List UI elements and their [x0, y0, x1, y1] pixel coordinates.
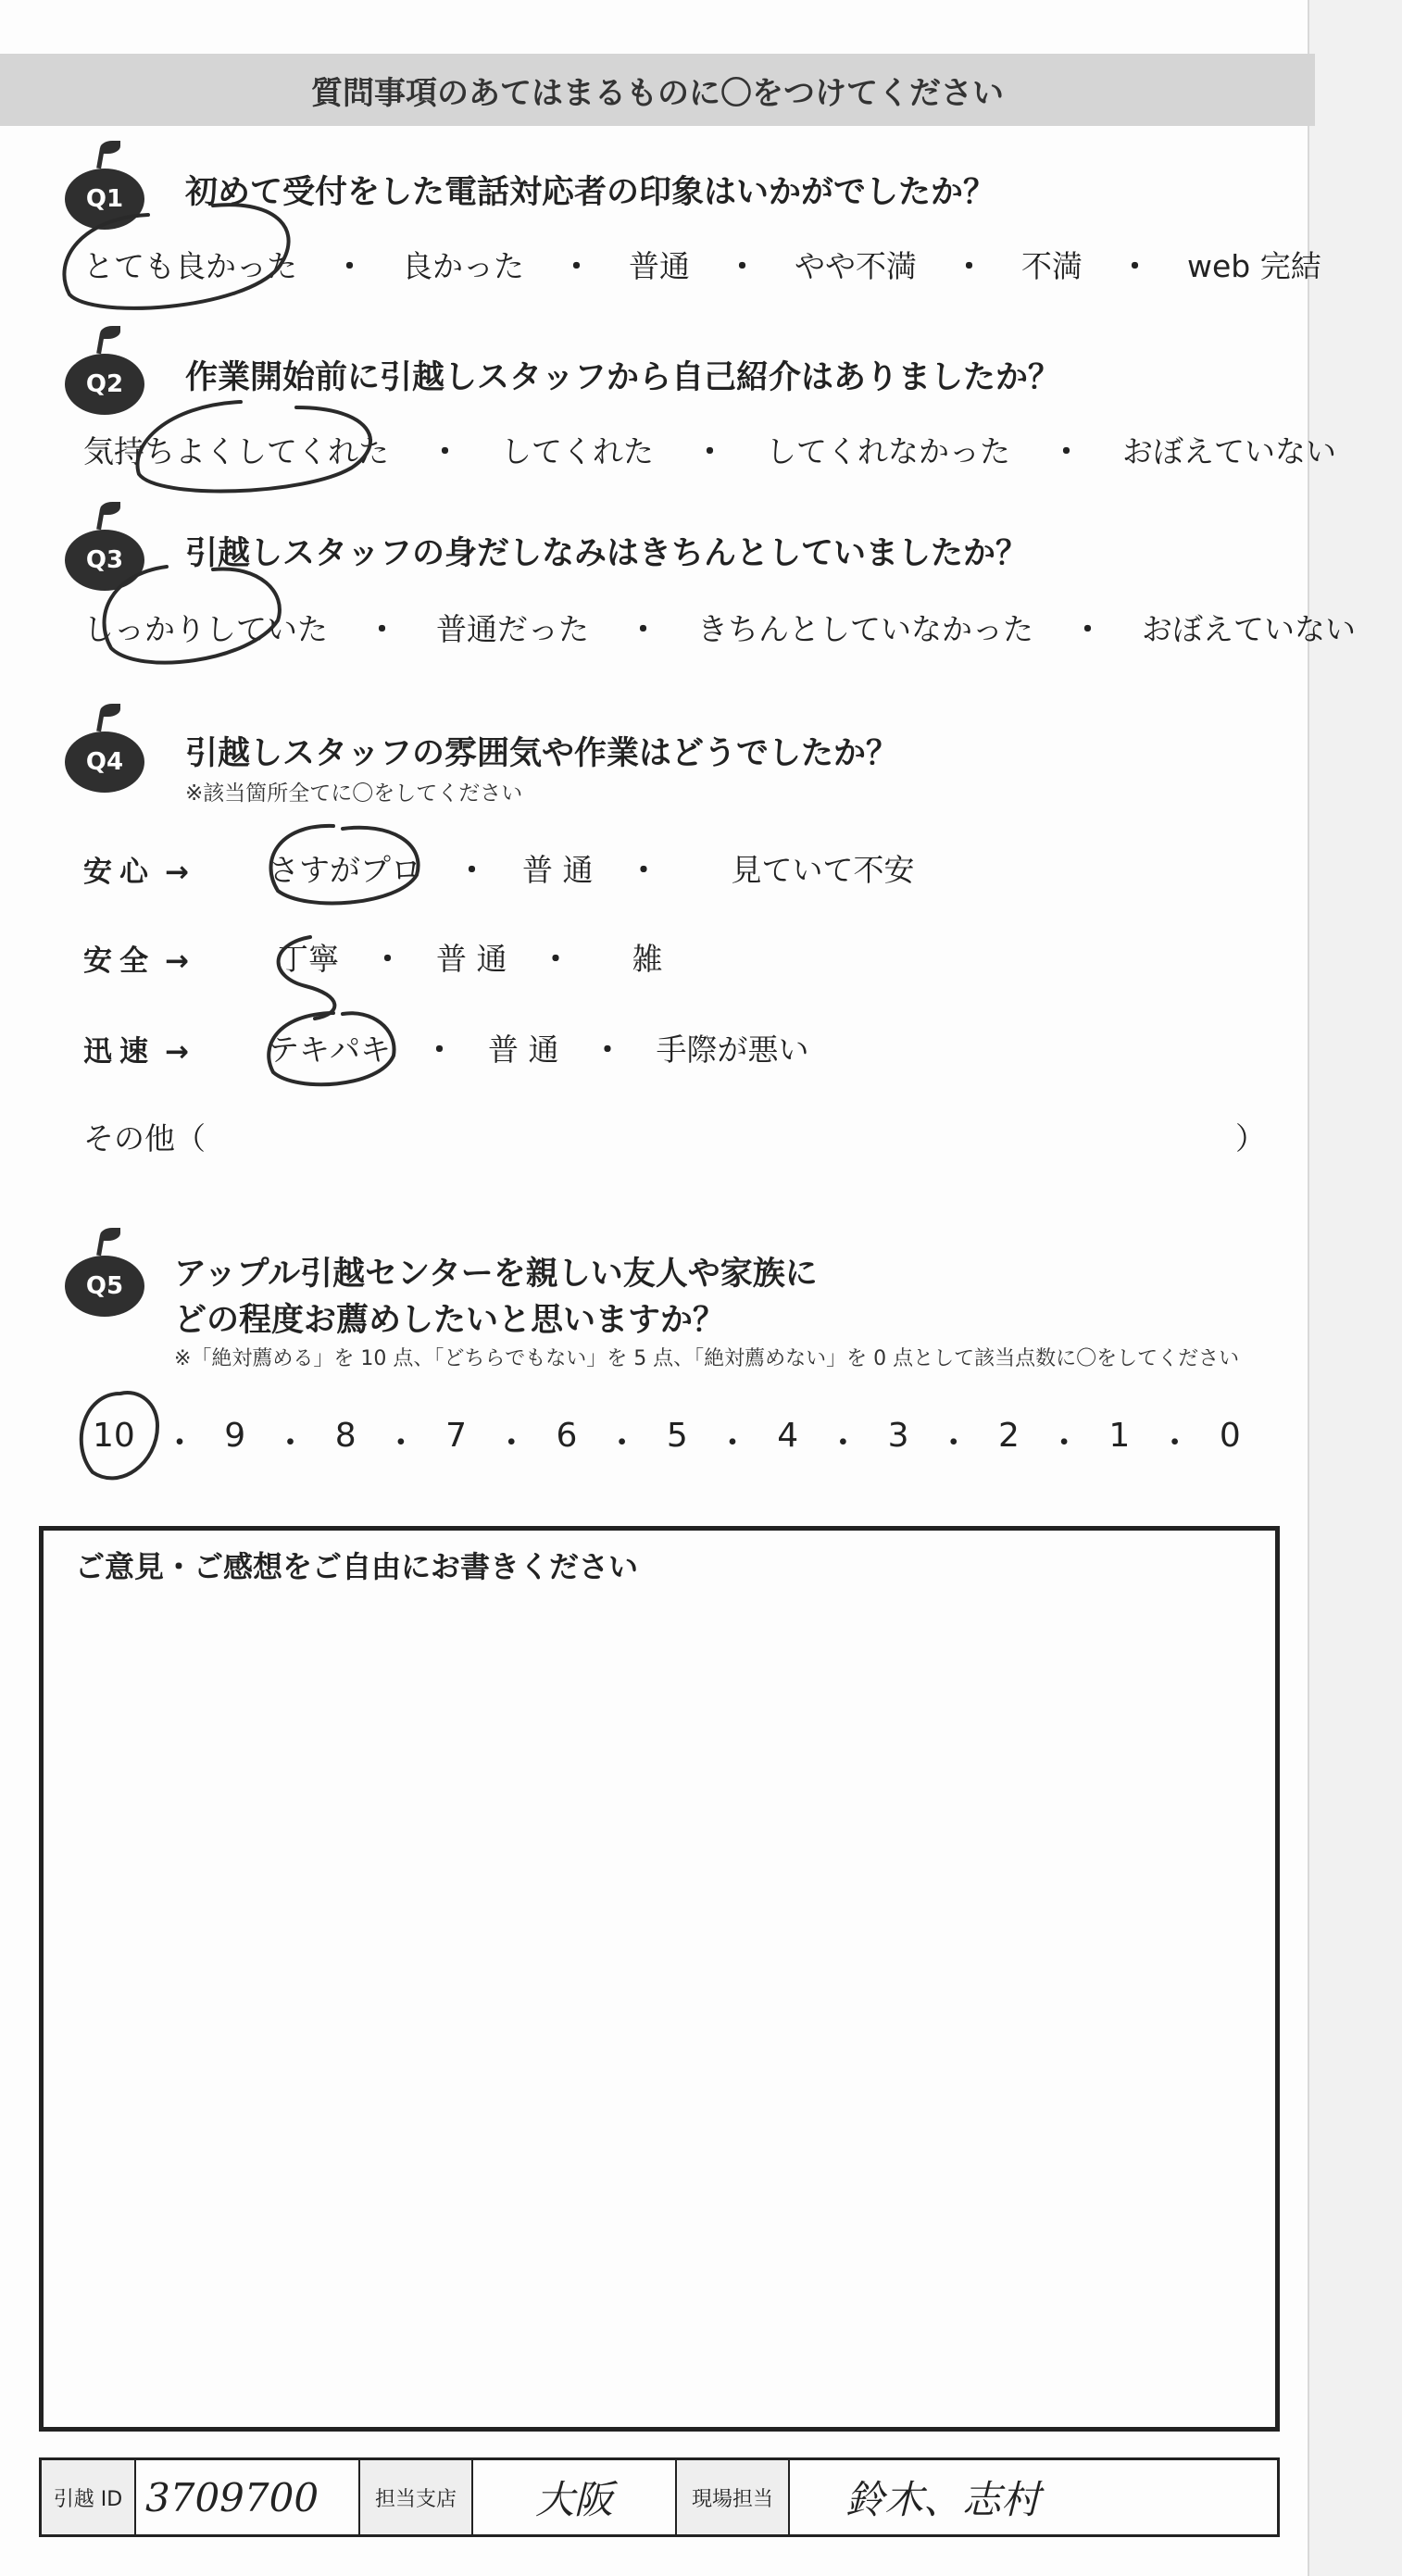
q5-note: ※「絶対薦める」を 10 点、「どちらでもない」を 5 点、「絶対薦めない」を 0 点として該当点数に〇をしてください: [174, 1347, 1240, 1370]
q4-row-jinsoku-options: [269, 1026, 809, 1069]
separator: ・: [605, 1424, 639, 1462]
separator: ・: [383, 1424, 418, 1462]
separator: ・: [561, 248, 592, 284]
q5-question-line1: アップル引越センターを親しい友人や家族に: [174, 1256, 818, 1293]
branch-label: 担当支店: [360, 2460, 473, 2534]
q4-question: 引越しスタッフの雰囲気や作業はどうでしたか？: [185, 735, 899, 772]
separator: ・: [954, 248, 984, 284]
separator: ・: [727, 248, 757, 284]
row-label-text: 安心: [83, 856, 156, 889]
q2-badge: Q2: [65, 354, 144, 415]
q3-question: 引越しスタッフの身だしなみはきちんとしていましたか？: [185, 535, 1029, 572]
q4-row-anzen-label: [83, 937, 189, 979]
q2-question: 作業開始前に引越しスタッフから自己紹介はありましたか？: [185, 359, 1061, 396]
separator: ・: [1051, 433, 1082, 469]
separator: ・: [826, 1424, 860, 1462]
separator: ・: [457, 852, 487, 888]
q3-option-3[interactable]: きちんとしていなかった: [697, 611, 1033, 647]
q3-option-1[interactable]: しっかりしていた: [83, 611, 328, 647]
comment-title: ご意見・ご感想をご自由にお書きください: [75, 1549, 639, 1584]
q4-jinsoku-option-3[interactable]: 手際が悪い: [656, 1032, 809, 1068]
score-4[interactable]: 4: [777, 1417, 799, 1455]
separator: ・: [716, 1424, 750, 1462]
separator: ・: [592, 1032, 623, 1068]
other-label-text: その他（: [83, 1120, 206, 1157]
score-9[interactable]: 9: [224, 1417, 246, 1455]
score-2[interactable]: 2: [998, 1417, 1020, 1455]
q1-option-5[interactable]: 不満: [1021, 248, 1083, 284]
other-close-paren: ）: [1235, 1120, 1266, 1157]
q2-option-1[interactable]: 気持ちよくしてくれた: [83, 433, 389, 469]
q4-anzen-option-2[interactable]: 普 通: [436, 941, 507, 977]
form-header-title: 質問事項のあてはまるものに〇をつけてください: [311, 74, 1004, 112]
q2-option-4[interactable]: おぼえていない: [1122, 433, 1336, 469]
separator: ・: [367, 611, 397, 647]
q1-option-1[interactable]: とても良かった: [83, 248, 297, 284]
q1-question: 初めて受付をした電話対応者の印象はいかがでしたか？: [185, 174, 996, 211]
separator: ・: [1072, 611, 1103, 647]
score-5[interactable]: 5: [666, 1417, 688, 1455]
q4-anshin-option-3[interactable]: 見ていて不安: [731, 852, 915, 888]
separator: ・: [1158, 1424, 1192, 1462]
comment-box[interactable]: [39, 1526, 1280, 2432]
q4-anzen-option-3[interactable]: 雑: [632, 941, 663, 977]
q4-row-anshin-options: [269, 846, 915, 890]
q1-option-4[interactable]: やや不満: [795, 248, 917, 284]
separator: ・: [430, 433, 460, 469]
q4-other-label: [83, 1115, 206, 1158]
q4-row-anshin-label: [83, 848, 189, 890]
q1-options: [83, 243, 1321, 286]
score-6[interactable]: 6: [556, 1417, 578, 1455]
staff-label: 現場担当: [677, 2460, 790, 2534]
q4-note: ※該当箇所全てに〇をしてください: [185, 782, 523, 806]
score-0[interactable]: 0: [1219, 1417, 1241, 1455]
score-1[interactable]: 1: [1108, 1417, 1131, 1455]
separator: ・: [334, 248, 365, 284]
q5-question-line2: どの程度お薦めしたいと思いますか？: [174, 1302, 726, 1339]
q4-anshin-option-1[interactable]: さすがプロ: [269, 852, 421, 888]
q4-anzen-option-1[interactable]: 丁寧: [278, 941, 339, 977]
q4-row-anzen-options: [278, 935, 663, 979]
q1-option-3[interactable]: 普通: [629, 248, 690, 284]
move-id-value[interactable]: 3709700: [136, 2460, 360, 2534]
q4-anshin-option-2[interactable]: 普 通: [522, 852, 594, 888]
separator: ・: [372, 941, 403, 977]
q5-score-row: [93, 1417, 1241, 1464]
row-label-text: 迅速: [83, 1035, 156, 1069]
scan-edge: [1308, 0, 1402, 2576]
q3-option-2[interactable]: 普通だった: [436, 611, 589, 647]
q4-badge: Q4: [65, 732, 144, 793]
q1-option-2[interactable]: 良かった: [402, 248, 524, 284]
separator: ・: [494, 1424, 529, 1462]
q3-badge: Q3: [65, 530, 144, 591]
separator: ・: [424, 1032, 455, 1068]
q4-row-jinsoku-label: [83, 1028, 189, 1069]
comment-body[interactable]: [75, 1595, 1244, 2408]
q3-option-4[interactable]: おぼえていない: [1142, 611, 1356, 647]
branch-value[interactable]: 大阪: [473, 2460, 677, 2534]
q1-badge: Q1: [65, 169, 144, 230]
arrow-icon: →: [165, 856, 189, 889]
score-7[interactable]: 7: [445, 1417, 467, 1455]
separator: ・: [273, 1424, 307, 1462]
q3-options: [83, 606, 1356, 649]
separator: ・: [628, 611, 658, 647]
q4-jinsoku-option-2[interactable]: 普 通: [488, 1032, 559, 1068]
score-8[interactable]: 8: [334, 1417, 357, 1455]
q4-jinsoku-option-1[interactable]: テキパキ: [269, 1032, 391, 1068]
footer-table: [39, 2457, 1280, 2537]
row-label-text: 安全: [83, 944, 156, 978]
q1-option-6[interactable]: web 完結: [1187, 248, 1321, 284]
q4-other-close: [1235, 1115, 1266, 1158]
separator: ・: [936, 1424, 970, 1462]
staff-value[interactable]: 鈴木、志村: [845, 2477, 1041, 2522]
form-header: [0, 54, 1315, 126]
q2-option-2[interactable]: してくれた: [501, 433, 654, 469]
arrow-icon: →: [165, 1035, 189, 1069]
q2-options: [83, 428, 1336, 471]
separator: ・: [540, 941, 571, 977]
separator: ・: [628, 852, 659, 888]
score-3[interactable]: 3: [887, 1417, 909, 1455]
separator: ・: [1120, 248, 1150, 284]
separator: ・: [1047, 1424, 1082, 1462]
q5-badge: Q5: [65, 1256, 144, 1317]
q2-option-3[interactable]: してくれなかった: [766, 433, 1010, 469]
separator: ・: [695, 433, 725, 469]
separator: ・: [163, 1424, 197, 1462]
arrow-icon: →: [165, 944, 189, 978]
move-id-label: 引越 ID: [42, 2460, 136, 2534]
score-10[interactable]: 10: [93, 1417, 135, 1455]
